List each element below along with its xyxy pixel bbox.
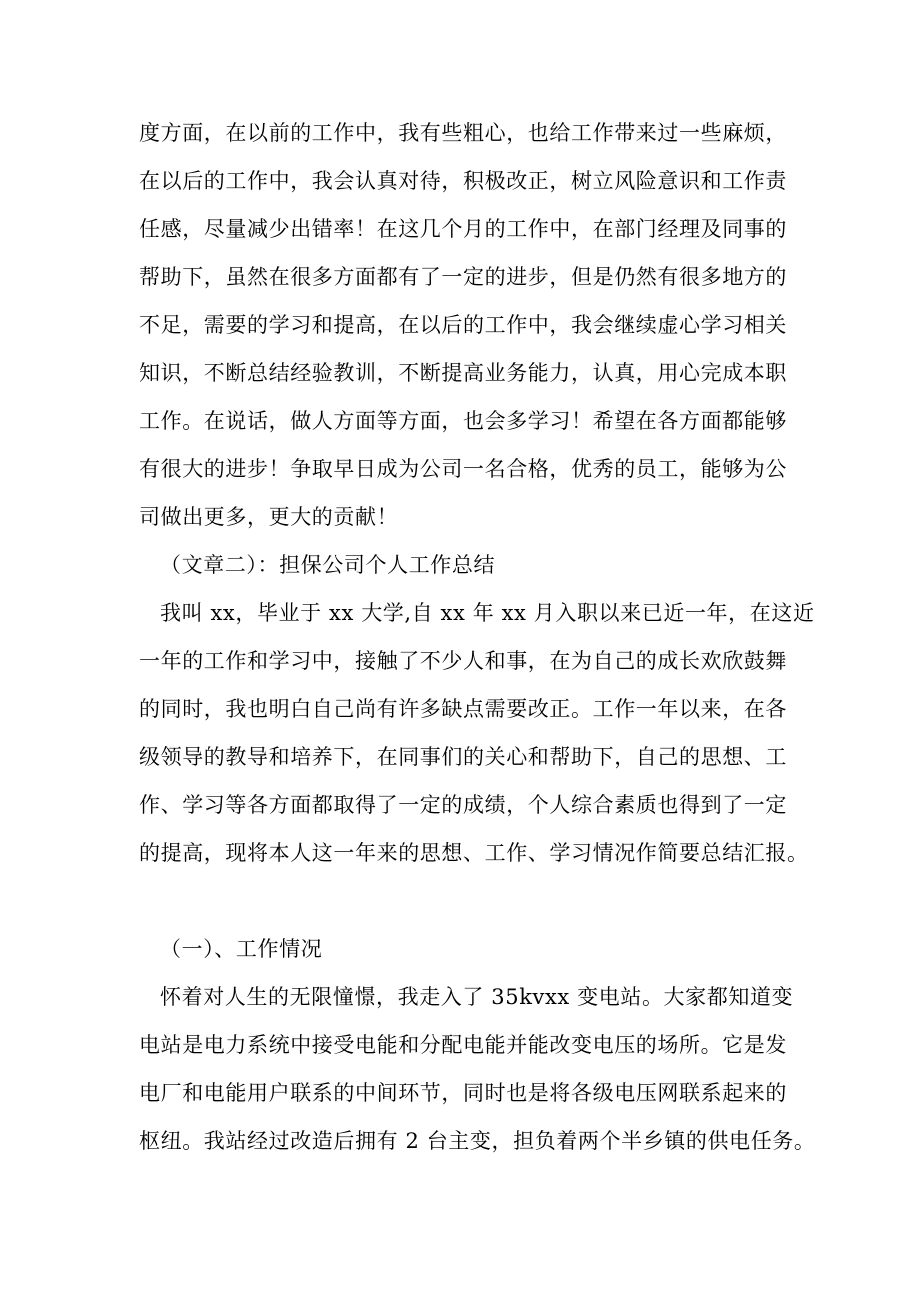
section-heading-work-status: （一）、工作情况 bbox=[160, 937, 323, 961]
text-line: 一年的工作和学习中，接触了不少人和事，在为自己的成长欢欣鼓舞 bbox=[139, 649, 787, 673]
text-line: 电厂和电能用户联系的中间环节，同时也是将各级电压网联系起来的 bbox=[139, 1081, 787, 1105]
text-line: 电站是电力系统中接受电能和分配电能并能改变电压的场所。它是发 bbox=[139, 1033, 787, 1057]
text-line: 有很大的进步！争取早日成为公司一名合格，优秀的员工，能够为公 bbox=[139, 457, 787, 481]
text-line: 怀着对人生的无限憧憬，我走入了 35kvxx 变电站。大家都知道变 bbox=[160, 985, 794, 1009]
text-line: 知识，不断总结经验教训，不断提高业务能力，认真，用心完成本职 bbox=[139, 361, 787, 385]
text-line: 的提高，现将本人这一年来的思想、工作、学习情况作简要总结汇报。 bbox=[139, 841, 809, 865]
text-line: 我叫 xx，毕业于 xx 大学,自 xx 年 xx 月入职以来已近一年，在这近 bbox=[160, 601, 815, 625]
text-line: 司做出更多，更大的贡献！ bbox=[139, 505, 399, 529]
section-heading-article-two: （文章二）：担保公司个人工作总结 bbox=[160, 553, 496, 577]
text-line: 工作。在说话，做人方面等方面，也会多学习！希望在各方面都能够 bbox=[139, 409, 787, 433]
text-line: 枢纽。我站经过改造后拥有 2 台主变，担负着两个半乡镇的供电任务。 bbox=[139, 1129, 816, 1153]
text-line: 的同时，我也明白自己尚有许多缺点需要改正。工作一年以来，在各 bbox=[139, 697, 787, 721]
text-line: 任感，尽量减少出错率！在这几个月的工作中，在部门经理及同事的 bbox=[139, 217, 787, 241]
text-line: 帮助下，虽然在很多方面都有了一定的进步，但是仍然有很多地方的 bbox=[139, 265, 787, 289]
text-line: 不足，需要的学习和提高，在以后的工作中，我会继续虚心学习相关 bbox=[139, 313, 787, 337]
text-line: 度方面，在以前的工作中，我有些粗心，也给工作带来过一些麻烦， bbox=[139, 121, 787, 145]
text-line: 作、学习等各方面都取得了一定的成绩，个人综合素质也得到了一定 bbox=[139, 793, 787, 817]
text-line: 级领导的教导和培养下，在同事们的关心和帮助下，自己的思想、工 bbox=[139, 745, 787, 769]
text-line: 在以后的工作中，我会认真对待，积极改正，树立风险意识和工作责 bbox=[139, 169, 787, 193]
